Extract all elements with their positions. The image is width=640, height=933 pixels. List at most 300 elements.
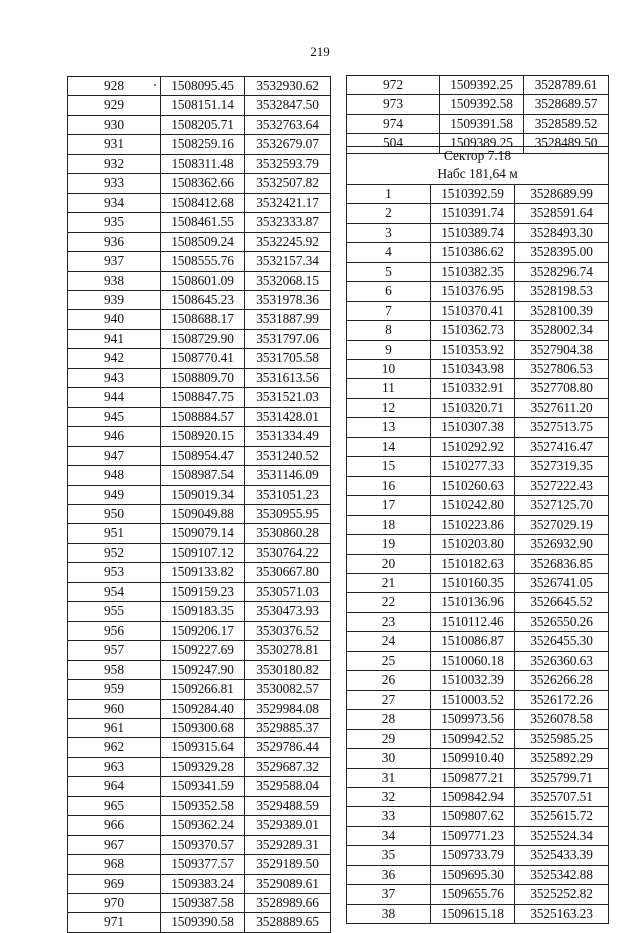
table-row (68, 757, 331, 776)
table-row (68, 96, 331, 115)
point-number: 15 (347, 457, 431, 476)
table-row (68, 621, 331, 640)
table-row (347, 359, 609, 378)
table-row (68, 660, 331, 679)
point-number: 24 (347, 632, 431, 651)
y-coordinate: 3532507.82 (245, 174, 331, 193)
y-coordinate: 3531240.52 (245, 446, 331, 465)
point-number: 954 (68, 582, 161, 601)
x-coordinate: 1509329.28 (161, 757, 245, 776)
point-number: 22 (347, 593, 431, 612)
x-coordinate: 1509247.90 (161, 660, 245, 679)
table-row (68, 641, 331, 660)
point-number: 10 (347, 359, 431, 378)
point-number: 33 (347, 807, 431, 826)
x-coordinate: 1508555.76 (161, 252, 245, 271)
y-coordinate: 3528296.74 (515, 262, 609, 281)
y-coordinate: 3528489.50 (524, 134, 609, 153)
sector-subtitle: Набс 181,64 м (347, 165, 609, 184)
table-row (68, 816, 331, 835)
table-row (68, 174, 331, 193)
table-row (347, 632, 609, 651)
y-coordinate: 3529786.44 (245, 738, 331, 757)
table-row (68, 563, 331, 582)
x-coordinate: 1510376.95 (431, 282, 515, 301)
x-coordinate: 1510242.80 (431, 496, 515, 515)
table-row (68, 427, 331, 446)
y-coordinate: 3531334.49 (245, 427, 331, 446)
y-coordinate: 3527513.75 (515, 418, 609, 437)
table-row (347, 612, 609, 631)
left-coordinates-table (67, 76, 331, 933)
point-number: 953 (68, 563, 161, 582)
point-number: 20 (347, 554, 431, 573)
table-row (68, 135, 331, 154)
x-coordinate: 1510392.59 (431, 184, 515, 203)
point-number: 940 (68, 310, 161, 329)
y-coordinate: 3532847.50 (245, 96, 331, 115)
point-number: 36 (347, 865, 431, 884)
table-row (347, 865, 609, 884)
table-row (347, 593, 609, 612)
point-number: 29 (347, 729, 431, 748)
x-coordinate: 1510370.41 (431, 301, 515, 320)
table-row (347, 749, 609, 768)
table-row (347, 282, 609, 301)
table-row (347, 729, 609, 748)
point-number: 950 (68, 504, 161, 523)
y-coordinate: 3526645.52 (515, 593, 609, 612)
table-row (347, 690, 609, 709)
point-number: 23 (347, 612, 431, 631)
y-coordinate: 3530376.52 (245, 621, 331, 640)
y-coordinate: 3525985.25 (515, 729, 609, 748)
table-row (68, 252, 331, 271)
point-number: 969 (68, 874, 161, 893)
x-coordinate: 1509695.30 (431, 865, 515, 884)
y-coordinate: 3526550.26 (515, 612, 609, 631)
table-row (68, 77, 331, 96)
y-coordinate: 3529687.32 (245, 757, 331, 776)
sector-title-row (347, 147, 609, 166)
y-coordinate: 3530571.03 (245, 582, 331, 601)
table-row (347, 651, 609, 670)
table-row (347, 535, 609, 554)
x-coordinate: 1509079.14 (161, 524, 245, 543)
table-row (347, 243, 609, 262)
x-coordinate: 1510343.98 (431, 359, 515, 378)
x-coordinate: 1510182.63 (431, 554, 515, 573)
table-row (68, 680, 331, 699)
y-coordinate: 3526360.63 (515, 651, 609, 670)
x-coordinate: 1510292.92 (431, 437, 515, 456)
y-coordinate: 3525799.71 (515, 768, 609, 787)
y-coordinate: 3528198.53 (515, 282, 609, 301)
y-coordinate: 3528689.57 (524, 95, 609, 114)
y-coordinate: 3528395.00 (515, 243, 609, 262)
point-number: 17 (347, 496, 431, 515)
x-coordinate: 1510203.80 (431, 535, 515, 554)
x-coordinate: 1510277.33 (431, 457, 515, 476)
point-number: 937 (68, 252, 161, 271)
table-row (68, 213, 331, 232)
point-number: 504 (347, 134, 440, 153)
x-coordinate: 1508311.48 (161, 154, 245, 173)
x-coordinate: 1510112.46 (431, 612, 515, 631)
table-row (347, 437, 609, 456)
y-coordinate: 3532679.07 (245, 135, 331, 154)
y-coordinate: 3529984.08 (245, 699, 331, 718)
point-number: 38 (347, 904, 431, 923)
table-row (68, 193, 331, 212)
y-coordinate: 3527806.53 (515, 359, 609, 378)
point-number: 946 (68, 427, 161, 446)
table-row (347, 515, 609, 534)
y-coordinate: 3526172.26 (515, 690, 609, 709)
table-row (68, 874, 331, 893)
x-coordinate: 1509877.21 (431, 768, 515, 787)
y-coordinate: 3528493.30 (515, 223, 609, 242)
table-row (347, 340, 609, 359)
x-coordinate: 1509615.18 (431, 904, 515, 923)
point-number: 964 (68, 777, 161, 796)
point-number: 970 (68, 894, 161, 913)
table-row (68, 543, 331, 562)
point-number: 960 (68, 699, 161, 718)
point-number: 31 (347, 768, 431, 787)
x-coordinate: 1508770.41 (161, 349, 245, 368)
x-coordinate: 1508920.15 (161, 427, 245, 446)
point-number: 934 (68, 193, 161, 212)
table-row (347, 379, 609, 398)
table-row (347, 204, 609, 223)
y-coordinate: 3527416.47 (515, 437, 609, 456)
y-coordinate: 3528100.39 (515, 301, 609, 320)
point-number: 34 (347, 826, 431, 845)
y-coordinate: 3531146.09 (245, 466, 331, 485)
y-coordinate: 3528002.34 (515, 321, 609, 340)
x-coordinate: 1509392.58 (440, 95, 524, 114)
y-coordinate: 3525892.29 (515, 749, 609, 768)
table-row (68, 913, 331, 932)
table-row (347, 671, 609, 690)
x-coordinate: 1510060.18 (431, 651, 515, 670)
point-number: 949 (68, 485, 161, 504)
page-number: 219 (310, 44, 330, 59)
point-number: 5 (347, 262, 431, 281)
y-coordinate: 3525524.34 (515, 826, 609, 845)
y-coordinate: 3529089.61 (245, 874, 331, 893)
y-coordinate: 3526266.28 (515, 671, 609, 690)
table-row (347, 95, 609, 114)
x-coordinate: 1509391.58 (440, 114, 524, 133)
y-coordinate: 3527319.35 (515, 457, 609, 476)
x-coordinate: 1510260.63 (431, 476, 515, 495)
y-coordinate: 3532333.87 (245, 213, 331, 232)
x-coordinate: 1508809.70 (161, 368, 245, 387)
point-number: 19 (347, 535, 431, 554)
y-coordinate: 3530860.28 (245, 524, 331, 543)
y-coordinate: 3527708.80 (515, 379, 609, 398)
table-row (347, 885, 609, 904)
y-coordinate: 3526741.05 (515, 573, 609, 592)
x-coordinate: 1508412.68 (161, 193, 245, 212)
table-row (347, 496, 609, 515)
table-row (347, 398, 609, 417)
point-number: 956 (68, 621, 161, 640)
table-row (347, 223, 609, 242)
x-coordinate: 1510086.87 (431, 632, 515, 651)
x-coordinate: 1509266.81 (161, 680, 245, 699)
table-row (68, 290, 331, 309)
right-coordinates-table (346, 75, 609, 154)
sector-subtitle-row (347, 165, 609, 184)
y-coordinate: 3526932.90 (515, 535, 609, 554)
point-number: 965 (68, 796, 161, 815)
table-row (347, 262, 609, 281)
point-number: 955 (68, 602, 161, 621)
table-row (68, 582, 331, 601)
table-row (68, 232, 331, 251)
point-number: 928 (68, 77, 161, 96)
x-coordinate: 1508461.55 (161, 213, 245, 232)
x-coordinate: 1510391.74 (431, 204, 515, 223)
point-number: 963 (68, 757, 161, 776)
y-coordinate: 3530180.82 (245, 660, 331, 679)
point-number: 25 (347, 651, 431, 670)
x-coordinate: 1510362.73 (431, 321, 515, 340)
table-row (68, 524, 331, 543)
table-row (68, 504, 331, 523)
point-number: 6 (347, 282, 431, 301)
y-coordinate: 3532763.64 (245, 115, 331, 134)
x-coordinate: 1509771.23 (431, 826, 515, 845)
point-number: 13 (347, 418, 431, 437)
y-coordinate: 3526455.30 (515, 632, 609, 651)
x-coordinate: 1508259.16 (161, 135, 245, 154)
table-row (347, 554, 609, 573)
table-row (347, 301, 609, 320)
point-number: 948 (68, 466, 161, 485)
point-number: 943 (68, 368, 161, 387)
point-number: 959 (68, 680, 161, 699)
point-number: 967 (68, 835, 161, 854)
point-number: 929 (68, 96, 161, 115)
x-coordinate: 1510353.92 (431, 340, 515, 359)
y-coordinate: 3528591.64 (515, 204, 609, 223)
x-coordinate: 1509315.64 (161, 738, 245, 757)
y-coordinate: 3526078.58 (515, 710, 609, 729)
point-number: 16 (347, 476, 431, 495)
table-row (68, 777, 331, 796)
y-coordinate: 3531521.03 (245, 388, 331, 407)
y-coordinate: 3532930.62 (245, 77, 331, 96)
x-coordinate: 1509159.23 (161, 582, 245, 601)
point-number: 968 (68, 855, 161, 874)
x-coordinate: 1510320.71 (431, 398, 515, 417)
table-row (68, 894, 331, 913)
point-number: 14 (347, 437, 431, 456)
y-coordinate: 3531978.36 (245, 290, 331, 309)
y-coordinate: 3527029.19 (515, 515, 609, 534)
y-coordinate: 3528889.65 (245, 913, 331, 932)
y-coordinate: 3530955.95 (245, 504, 331, 523)
point-number: 971 (68, 913, 161, 932)
point-number: 939 (68, 290, 161, 309)
point-number: 957 (68, 641, 161, 660)
point-number: 4 (347, 243, 431, 262)
x-coordinate: 1509370.57 (161, 835, 245, 854)
x-coordinate: 1508688.17 (161, 310, 245, 329)
point-number: 12 (347, 398, 431, 417)
x-coordinate: 1509019.34 (161, 485, 245, 504)
y-coordinate: 3529389.01 (245, 816, 331, 835)
y-coordinate: 3532421.17 (245, 193, 331, 212)
x-coordinate: 1508954.47 (161, 446, 245, 465)
y-coordinate: 3530764.22 (245, 543, 331, 562)
x-coordinate: 1509107.12 (161, 543, 245, 562)
x-coordinate: 1509284.40 (161, 699, 245, 718)
x-coordinate: 1509362.24 (161, 816, 245, 835)
sector-table (346, 146, 609, 924)
x-coordinate: 1510307.38 (431, 418, 515, 437)
point-number: 944 (68, 388, 161, 407)
table-row (68, 485, 331, 504)
y-coordinate: 3531705.58 (245, 349, 331, 368)
y-coordinate: 3532157.34 (245, 252, 331, 271)
y-coordinate: 3528689.99 (515, 184, 609, 203)
x-coordinate: 1510386.62 (431, 243, 515, 262)
y-coordinate: 3526836.85 (515, 554, 609, 573)
x-coordinate: 1510223.86 (431, 515, 515, 534)
x-coordinate: 1508987.54 (161, 466, 245, 485)
table-row (68, 835, 331, 854)
x-coordinate: 1509341.59 (161, 777, 245, 796)
table-row (68, 407, 331, 426)
x-coordinate: 1509655.76 (431, 885, 515, 904)
y-coordinate: 3527904.38 (515, 340, 609, 359)
point-number: 932 (68, 154, 161, 173)
x-coordinate: 1509183.35 (161, 602, 245, 621)
x-coordinate: 1510003.52 (431, 690, 515, 709)
y-coordinate: 3530082.57 (245, 680, 331, 699)
y-coordinate: 3525615.72 (515, 807, 609, 826)
sector-title: Сектор 7.18 (347, 147, 609, 166)
y-coordinate: 3527222.43 (515, 476, 609, 495)
x-coordinate: 1510160.35 (431, 573, 515, 592)
point-number: 974 (347, 114, 440, 133)
x-coordinate: 1509383.24 (161, 874, 245, 893)
y-coordinate: 3525252.82 (515, 885, 609, 904)
table-row (68, 115, 331, 134)
table-row (68, 855, 331, 874)
point-number: 32 (347, 787, 431, 806)
point-number: 9 (347, 340, 431, 359)
x-coordinate: 1509133.82 (161, 563, 245, 582)
point-number: 37 (347, 885, 431, 904)
point-number: 952 (68, 543, 161, 562)
x-coordinate: 1508729.90 (161, 329, 245, 348)
y-coordinate: 3531887.99 (245, 310, 331, 329)
table-row (68, 329, 331, 348)
x-coordinate: 1509392.25 (440, 76, 524, 95)
x-coordinate: 1508095.45 (161, 77, 245, 96)
y-coordinate: 3525707.51 (515, 787, 609, 806)
x-coordinate: 1508151.14 (161, 96, 245, 115)
table-row (68, 796, 331, 815)
x-coordinate: 1509049.88 (161, 504, 245, 523)
point-number: 7 (347, 301, 431, 320)
y-coordinate: 3528989.66 (245, 894, 331, 913)
point-number: 931 (68, 135, 161, 154)
table-row (347, 826, 609, 845)
x-coordinate: 1509973.56 (431, 710, 515, 729)
point-number: 28 (347, 710, 431, 729)
point-number: 11 (347, 379, 431, 398)
x-coordinate: 1510136.96 (431, 593, 515, 612)
table-row (347, 114, 609, 133)
point-number: 26 (347, 671, 431, 690)
y-coordinate: 3529588.04 (245, 777, 331, 796)
table-row (347, 710, 609, 729)
point-number: 935 (68, 213, 161, 232)
point-number: 3 (347, 223, 431, 242)
table-row (68, 310, 331, 329)
x-coordinate: 1508601.09 (161, 271, 245, 290)
table-row (347, 846, 609, 865)
y-coordinate: 3528589.52 (524, 114, 609, 133)
point-number: 947 (68, 446, 161, 465)
x-coordinate: 1509910.40 (431, 749, 515, 768)
x-coordinate: 1509387.58 (161, 894, 245, 913)
y-coordinate: 3532245.92 (245, 232, 331, 251)
x-coordinate: 1509389.25 (440, 134, 524, 153)
table-row (347, 418, 609, 437)
point-number: 958 (68, 660, 161, 679)
x-coordinate: 1509300.68 (161, 718, 245, 737)
table-row (347, 457, 609, 476)
x-coordinate: 1509942.52 (431, 729, 515, 748)
y-coordinate: 3528789.61 (524, 76, 609, 95)
point-number: 30 (347, 749, 431, 768)
y-coordinate: 3530667.80 (245, 563, 331, 582)
x-coordinate: 1509842.94 (431, 787, 515, 806)
y-coordinate: 3531051.23 (245, 485, 331, 504)
y-coordinate: 3531428.01 (245, 407, 331, 426)
table-row (347, 76, 609, 95)
table-row (347, 184, 609, 203)
table-row (347, 573, 609, 592)
x-coordinate: 1509390.58 (161, 913, 245, 932)
table-row (68, 602, 331, 621)
table-row (68, 718, 331, 737)
table-row (68, 368, 331, 387)
point-number: 930 (68, 115, 161, 134)
point-number: 933 (68, 174, 161, 193)
y-coordinate: 3529488.59 (245, 796, 331, 815)
point-number: 966 (68, 816, 161, 835)
x-coordinate: 1509733.79 (431, 846, 515, 865)
point-number: 973 (347, 95, 440, 114)
x-coordinate: 1508847.75 (161, 388, 245, 407)
x-coordinate: 1510389.74 (431, 223, 515, 242)
table-row (347, 787, 609, 806)
point-number: 941 (68, 329, 161, 348)
point-number: 2 (347, 204, 431, 223)
point-number: 27 (347, 690, 431, 709)
point-number: 1 (347, 184, 431, 203)
x-coordinate: 1509227.69 (161, 641, 245, 660)
